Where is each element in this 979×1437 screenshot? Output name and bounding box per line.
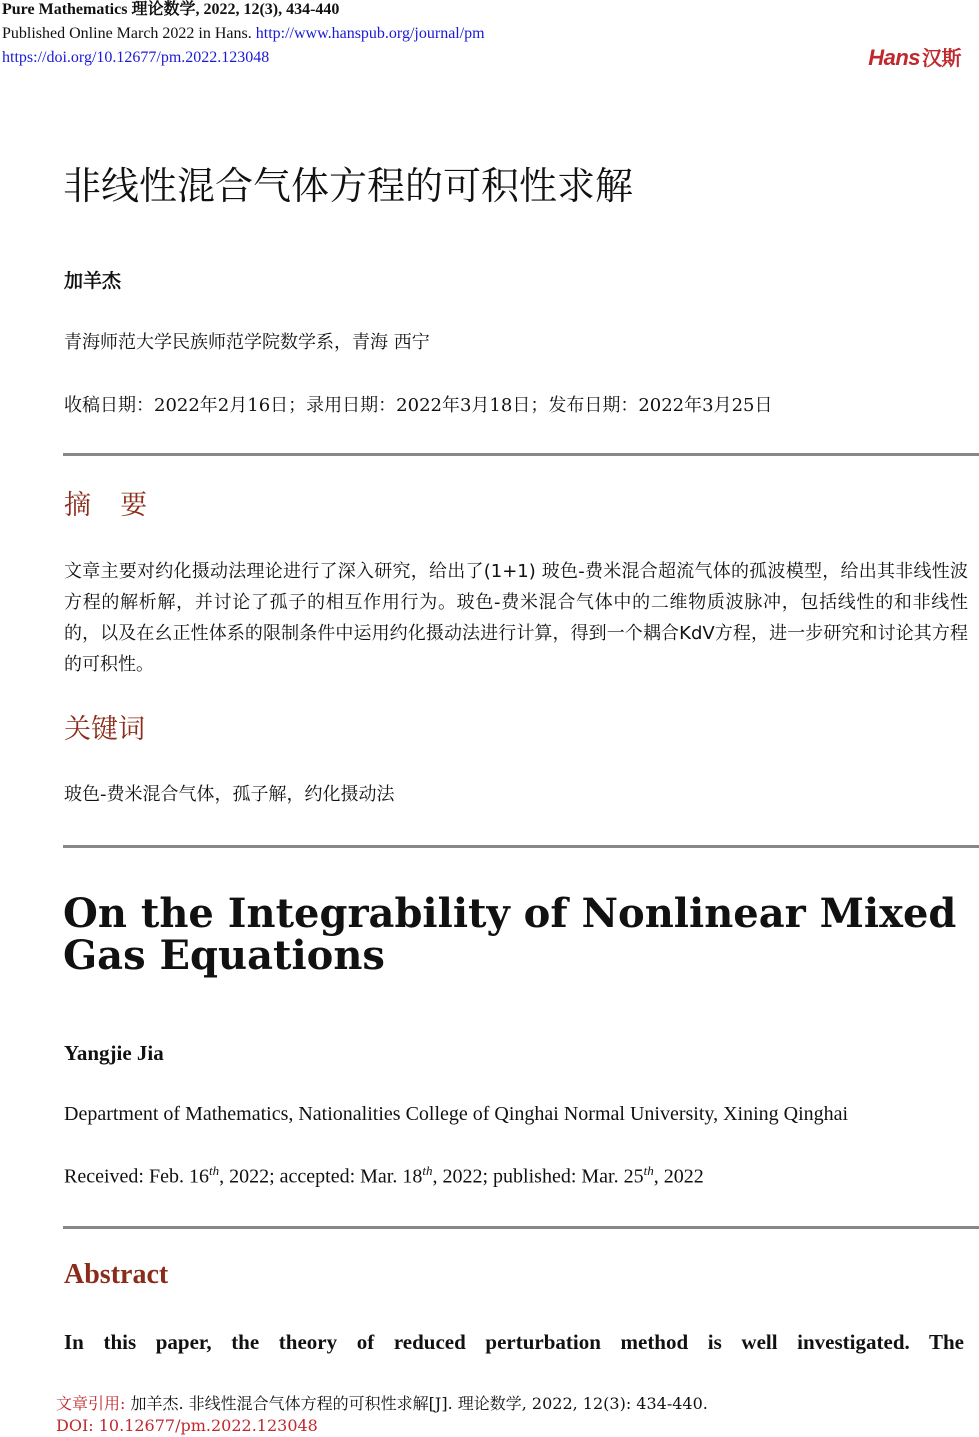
divider	[63, 453, 979, 456]
hans-logo-cn: 汉斯	[922, 48, 961, 70]
cn-keywords: 玻色-费米混合气体，孤子解，约化摄动法	[64, 784, 395, 805]
cn-paper-title: 非线性混合气体方程的可积性求解	[63, 164, 634, 208]
divider	[63, 845, 979, 848]
citation-label: 文章引用:	[56, 1394, 126, 1413]
journal-header: Pure Mathematics 理论数学, 2022, 12(3), 434-440	[2, 1, 340, 18]
cn-author: 加羊杰	[64, 270, 122, 292]
cn-keywords-heading: 关键词	[64, 714, 145, 745]
divider	[63, 1226, 979, 1229]
en-author: Yangjie Jia	[64, 1041, 164, 1065]
hans-logo-text: Hans	[868, 45, 920, 70]
cn-affiliation: 青海师范大学民族师范学院数学系，青海 西宁	[64, 332, 430, 353]
en-abstract-heading: Abstract	[64, 1259, 169, 1290]
journal-url-link[interactable]: http://www.hanspub.org/journal/pm	[255, 25, 485, 42]
ordinal-suffix: th	[643, 1163, 654, 1178]
cn-dates: 收稿日期：2022年2月16日；录用日期：2022年3月18日；发布日期：2022年3月25日	[64, 395, 773, 416]
year: , 2022	[653, 1165, 704, 1188]
en-paper-title: On the Integrability of Nonlinear Mixed Gas Equations	[63, 890, 957, 979]
cn-abstract-text: 文章主要对约化摄动法理论进行了深入研究，给出了(1+1) 玻色-费米混合超流气体的孤波模型，给出其非线性波方程的解析解，并讨论了孤子的相互作用行为。玻色-费米混合气体中的二维物质波脉冲，包括线性的和非线性的，以及在幺正性体系的限制条件中运用约化摄动法进行计算，得到一个耦合KdV方程，进一步研究和讨论其方程的可积性。	[64, 561, 968, 675]
footer-doi[interactable]: DOI: 10.12677/pm.2022.123048	[56, 1416, 318, 1435]
doi-line	[2, 48, 269, 68]
en-affiliation: Department of Mathematics, Nationalities College of Qinghai Normal University, Xining Qinghai	[64, 1103, 849, 1125]
en-abstract-text: In this paper, the theory of reduced perturbation method is well investigated. The	[64, 1330, 964, 1354]
accepted-date: , 2022; accepted: Mar. 18	[219, 1165, 423, 1188]
citation-text: 加羊杰. 非线性混合气体方程的可积性求解[J]. 理论数学, 2022, 12(3): 434-440.	[130, 1394, 708, 1413]
published-line	[2, 24, 485, 44]
doi-url-link[interactable]: https://doi.org/10.12677/pm.2022.123048	[2, 49, 270, 66]
citation	[56, 1393, 708, 1415]
en-dates	[64, 1163, 704, 1189]
ordinal-suffix: th	[422, 1163, 433, 1178]
received-date: Received: Feb. 16	[64, 1165, 209, 1188]
cn-abstract-heading: 摘 要	[64, 490, 152, 521]
ordinal-suffix: th	[208, 1163, 220, 1178]
published-prefix: Published Online March 2022 in Hans.	[2, 25, 252, 42]
hans-logo[interactable]	[868, 42, 961, 71]
published-date: , 2022; published: Mar. 25	[432, 1165, 644, 1188]
